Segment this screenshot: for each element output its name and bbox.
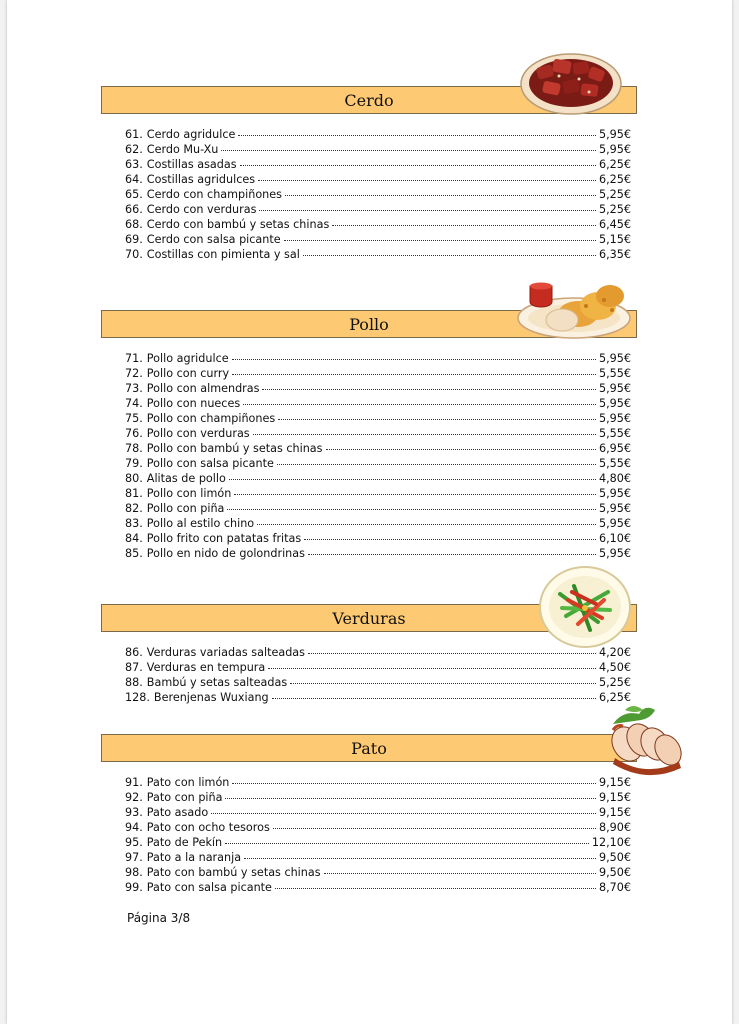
item-name: Pato con ocho tesoros xyxy=(146,821,270,834)
item-number: 70. xyxy=(125,248,143,261)
item-price: 5,25€ xyxy=(598,676,631,689)
item-name: Pollo en nido de golondrinas xyxy=(146,547,305,560)
item-price: 5,95€ xyxy=(598,382,631,395)
dot-leader xyxy=(259,201,596,211)
menu-item xyxy=(125,880,631,895)
item-number: 94. xyxy=(125,821,143,834)
item-name: Cerdo con champiñones xyxy=(146,188,282,201)
dot-leader xyxy=(232,350,596,360)
menu-item xyxy=(125,531,631,546)
dot-leader xyxy=(262,380,595,390)
dot-leader xyxy=(232,774,596,784)
item-price: 5,25€ xyxy=(598,188,631,201)
item-number: 82. xyxy=(125,502,143,515)
menu-item xyxy=(125,645,631,660)
item-number: 87. xyxy=(125,661,143,674)
item-name: Cerdo Mu-Xu xyxy=(146,143,219,156)
item-name: Pato con limón xyxy=(146,776,230,789)
item-price: 5,95€ xyxy=(598,128,631,141)
menu-item xyxy=(125,426,631,441)
dot-leader xyxy=(273,819,596,829)
dot-leader xyxy=(232,365,596,375)
page-number: Página 3/8 xyxy=(127,911,191,925)
section-title: Pato xyxy=(351,738,387,758)
item-name: Cerdo con verduras xyxy=(146,203,257,216)
item-number: 64. xyxy=(125,173,143,186)
dot-leader xyxy=(244,849,596,859)
menu-item xyxy=(125,790,631,805)
item-name: Pollo con curry xyxy=(146,367,230,380)
item-price: 6,10€ xyxy=(598,532,631,545)
section-title: Verduras xyxy=(332,608,406,628)
menu-item xyxy=(125,157,631,172)
item-number: 69. xyxy=(125,233,143,246)
item-name: Pato con piña xyxy=(146,791,223,804)
item-price: 9,15€ xyxy=(598,791,631,804)
menu-page xyxy=(7,0,732,1024)
section-title: Cerdo xyxy=(344,90,394,110)
item-name: Costillas asadas xyxy=(146,158,237,171)
menu-item xyxy=(125,351,631,366)
item-price: 5,55€ xyxy=(598,367,631,380)
dot-leader xyxy=(225,789,595,799)
item-number: 76. xyxy=(125,427,143,440)
menu-item xyxy=(125,411,631,426)
dot-leader xyxy=(332,216,596,226)
item-number: 62. xyxy=(125,143,143,156)
item-price: 6,95€ xyxy=(598,442,631,455)
menu-item xyxy=(125,187,631,202)
menu-item xyxy=(125,546,631,561)
menu-item xyxy=(125,865,631,880)
item-price: 5,95€ xyxy=(598,143,631,156)
item-list xyxy=(125,351,631,561)
item-number: 98. xyxy=(125,866,143,879)
item-name: Pollo con champiñones xyxy=(146,412,276,425)
menu-item xyxy=(125,396,631,411)
fried-chicken-icon xyxy=(516,276,636,342)
item-name: Verduras en tempura xyxy=(146,661,266,674)
item-price: 8,90€ xyxy=(598,821,631,834)
item-price: 8,70€ xyxy=(598,881,631,894)
menu-item xyxy=(125,202,631,217)
menu-item xyxy=(125,820,631,835)
item-name: Alitas de pollo xyxy=(146,472,226,485)
dot-leader xyxy=(272,689,596,699)
item-name: Bambú y setas salteadas xyxy=(146,676,288,689)
menu-item xyxy=(125,366,631,381)
menu-item xyxy=(125,850,631,865)
dot-leader xyxy=(268,659,596,669)
dot-leader xyxy=(257,515,596,525)
item-number: 88. xyxy=(125,676,143,689)
item-price: 4,50€ xyxy=(598,661,631,674)
item-price: 6,35€ xyxy=(598,248,631,261)
item-name: Pollo con bambú y setas chinas xyxy=(146,442,323,455)
item-name: Pato a la naranja xyxy=(146,851,242,864)
menu-item xyxy=(125,142,631,157)
item-list xyxy=(125,775,631,895)
item-price: 5,95€ xyxy=(598,412,631,425)
item-number: 61. xyxy=(125,128,143,141)
item-name: Cerdo con bambú y setas chinas xyxy=(146,218,330,231)
menu-item xyxy=(125,486,631,501)
dot-leader xyxy=(238,126,596,136)
item-number: 63. xyxy=(125,158,143,171)
dot-leader xyxy=(258,171,596,181)
menu-item xyxy=(125,127,631,142)
menu-item xyxy=(125,217,631,232)
dot-leader xyxy=(229,470,596,480)
item-price: 6,45€ xyxy=(598,218,631,231)
item-number: 95. xyxy=(125,836,143,849)
menu-item xyxy=(125,835,631,850)
item-number: 83. xyxy=(125,517,143,530)
item-price: 5,95€ xyxy=(598,397,631,410)
dot-leader xyxy=(308,545,596,555)
section-title-bar xyxy=(101,734,637,762)
menu-item xyxy=(125,660,631,675)
menu-item xyxy=(125,690,631,705)
item-name: Berenjenas Wuxiang xyxy=(153,691,269,704)
item-price: 9,50€ xyxy=(598,851,631,864)
item-name: Pollo con nueces xyxy=(146,397,241,410)
dot-leader xyxy=(234,485,596,495)
item-price: 5,95€ xyxy=(598,517,631,530)
item-number: 85. xyxy=(125,547,143,560)
item-price: 6,25€ xyxy=(598,158,631,171)
menu-item xyxy=(125,247,631,262)
item-name: Pato con salsa picante xyxy=(146,881,272,894)
item-price: 5,95€ xyxy=(598,487,631,500)
item-price: 6,25€ xyxy=(598,691,631,704)
dot-leader xyxy=(308,644,596,654)
item-name: Pollo con verduras xyxy=(146,427,250,440)
item-price: 5,15€ xyxy=(598,233,631,246)
item-number: 81. xyxy=(125,487,143,500)
dot-leader xyxy=(240,156,596,166)
dot-leader xyxy=(221,141,596,151)
dot-leader xyxy=(253,425,596,435)
item-name: Pato con bambú y setas chinas xyxy=(146,866,321,879)
dot-leader xyxy=(326,440,596,450)
item-number: 73. xyxy=(125,382,143,395)
item-number: 65. xyxy=(125,188,143,201)
item-name: Pollo con almendras xyxy=(146,382,260,395)
menu-item xyxy=(125,232,631,247)
roast-duck-icon xyxy=(605,700,685,780)
menu-item xyxy=(125,456,631,471)
dot-leader xyxy=(304,530,596,540)
item-number: 66. xyxy=(125,203,143,216)
pork-dish-icon xyxy=(519,46,623,116)
dot-leader xyxy=(227,500,596,510)
item-number: 92. xyxy=(125,791,143,804)
item-price: 5,55€ xyxy=(598,457,631,470)
item-number: 74. xyxy=(125,397,143,410)
item-name: Pollo frito con patatas fritas xyxy=(146,532,302,545)
dot-leader xyxy=(284,231,596,241)
item-price: 5,95€ xyxy=(598,352,631,365)
dot-leader xyxy=(324,864,596,874)
item-price: 5,95€ xyxy=(598,547,631,560)
item-name: Pollo con piña xyxy=(146,502,225,515)
item-price: 9,15€ xyxy=(598,806,631,819)
item-number: 86. xyxy=(125,646,143,659)
menu-item xyxy=(125,471,631,486)
dot-leader xyxy=(285,186,596,196)
item-number: 99. xyxy=(125,881,143,894)
item-number: 78. xyxy=(125,442,143,455)
item-price: 9,50€ xyxy=(598,866,631,879)
item-price: 4,20€ xyxy=(598,646,631,659)
dot-leader xyxy=(275,879,596,889)
menu-item xyxy=(125,516,631,531)
item-name: Costillas con pimienta y sal xyxy=(146,248,300,261)
dot-leader xyxy=(225,834,589,844)
menu-item xyxy=(125,172,631,187)
item-name: Cerdo con salsa picante xyxy=(146,233,281,246)
item-price: 4,80€ xyxy=(598,472,631,485)
item-price: 5,55€ xyxy=(598,427,631,440)
menu-item xyxy=(125,775,631,790)
item-number: 128. xyxy=(125,691,150,704)
item-name: Pollo agridulce xyxy=(146,352,229,365)
item-price: 6,25€ xyxy=(598,173,631,186)
dot-leader xyxy=(290,674,596,684)
vegetables-plate-icon xyxy=(538,564,634,650)
dot-leader xyxy=(278,410,596,420)
dot-leader xyxy=(211,804,596,814)
menu-item xyxy=(125,501,631,516)
dot-leader xyxy=(243,395,596,405)
item-number: 97. xyxy=(125,851,143,864)
item-price: 5,95€ xyxy=(598,502,631,515)
item-name: Pato asado xyxy=(146,806,209,819)
item-number: 75. xyxy=(125,412,143,425)
dot-leader xyxy=(303,246,596,256)
item-number: 72. xyxy=(125,367,143,380)
item-name: Cerdo agridulce xyxy=(146,128,236,141)
item-price: 12,10€ xyxy=(591,836,631,849)
item-number: 93. xyxy=(125,806,143,819)
item-name: Pollo con salsa picante xyxy=(146,457,274,470)
item-list xyxy=(125,645,631,705)
item-name: Costillas agridulces xyxy=(146,173,256,186)
item-number: 91. xyxy=(125,776,143,789)
item-name: Pato de Pekín xyxy=(146,836,223,849)
item-list xyxy=(125,127,631,262)
menu-item xyxy=(125,381,631,396)
item-number: 79. xyxy=(125,457,143,470)
menu-item xyxy=(125,441,631,456)
item-price: 9,15€ xyxy=(598,776,631,789)
item-number: 84. xyxy=(125,532,143,545)
item-number: 71. xyxy=(125,352,143,365)
item-name: Pollo con limón xyxy=(146,487,232,500)
item-number: 68. xyxy=(125,218,143,231)
menu-item xyxy=(125,805,631,820)
menu-item xyxy=(125,675,631,690)
item-number: 80. xyxy=(125,472,143,485)
section-title: Pollo xyxy=(349,314,389,334)
item-price: 5,25€ xyxy=(598,203,631,216)
item-name: Pollo al estilo chino xyxy=(146,517,255,530)
dot-leader xyxy=(277,455,596,465)
item-name: Verduras variadas salteadas xyxy=(146,646,305,659)
